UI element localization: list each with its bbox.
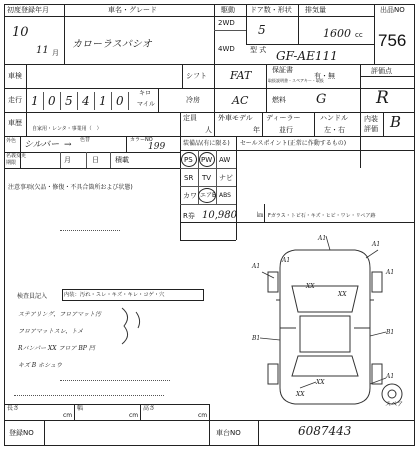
equip-item-navi: ナビ bbox=[219, 174, 233, 182]
dims-div-1 bbox=[74, 404, 75, 420]
fuel-value: G bbox=[316, 92, 327, 107]
score-header-line bbox=[360, 76, 415, 77]
mileage-cell-4 bbox=[94, 92, 95, 110]
ac-label: 冷房 bbox=[186, 96, 200, 104]
capacity-unit: 人 bbox=[205, 126, 212, 134]
color-row-line bbox=[4, 152, 180, 153]
drive-4wd: 4WD bbox=[218, 45, 235, 53]
history-label: 車歴 bbox=[8, 119, 22, 127]
period-month: 月 bbox=[64, 156, 71, 164]
exterior-label: 外色 bbox=[6, 138, 17, 144]
equip-item-sr: SR bbox=[184, 174, 194, 182]
dims-top bbox=[4, 404, 209, 405]
first-reg-year: 10 bbox=[12, 25, 29, 40]
notes-scribble-1 bbox=[60, 230, 120, 231]
inspector-line-3: Rバンパー XX フロア BP 凹 bbox=[18, 345, 95, 352]
equip-title: 装備品(有に限る) bbox=[183, 140, 230, 147]
doors-value: 5 bbox=[258, 23, 266, 37]
header-div-1 bbox=[64, 4, 65, 64]
equip-col-2 bbox=[216, 150, 217, 204]
row2-div-c bbox=[214, 64, 215, 112]
inspector-label: 検査員記入 bbox=[17, 293, 48, 300]
row4-div-e bbox=[314, 112, 315, 136]
row4-div-c bbox=[214, 112, 215, 136]
mileage-cell-1 bbox=[43, 92, 44, 110]
diag-mark-5: XX bbox=[306, 283, 315, 290]
row2-bottom bbox=[4, 88, 415, 89]
spare-label: スペア bbox=[385, 401, 404, 408]
equip-item-abs: ABS bbox=[219, 192, 231, 199]
car-name: カローラスパシオ bbox=[72, 39, 152, 50]
header-div-3 bbox=[246, 4, 247, 44]
row2-div-a bbox=[26, 64, 27, 88]
interior-div bbox=[383, 112, 384, 136]
diag-mark-8: XX bbox=[316, 379, 325, 386]
name-div-1 bbox=[60, 152, 61, 168]
score-label: 評価点 bbox=[371, 67, 392, 75]
color-change-label: 色替 bbox=[80, 137, 91, 143]
inspector-line-4: キズ B ホシュウ bbox=[18, 362, 62, 369]
equip-col-3 bbox=[236, 136, 237, 240]
shift-label: シフト bbox=[186, 72, 207, 80]
mileage-digit-2: 0 bbox=[48, 94, 56, 108]
car-diagram bbox=[240, 228, 410, 418]
chassis-label: 車台NO bbox=[216, 429, 241, 437]
handle-value: 左・右 bbox=[324, 126, 345, 134]
diag-mark-9: B1 bbox=[252, 335, 261, 342]
warranty-label: 保証書 bbox=[272, 66, 293, 74]
first-reg-label: 初度登録年月 bbox=[7, 6, 49, 14]
row3-bottom bbox=[4, 112, 360, 113]
row3-div-a bbox=[26, 88, 27, 112]
length-label: 長さ bbox=[7, 405, 20, 412]
row4-div-d bbox=[262, 112, 263, 136]
dims-div-2 bbox=[140, 404, 141, 420]
notes-scribble-3 bbox=[14, 395, 164, 396]
period-day: 日 bbox=[92, 156, 99, 164]
score-value: R bbox=[376, 88, 389, 108]
mileage-cell-5 bbox=[111, 92, 112, 110]
interior-mid-line bbox=[360, 112, 415, 113]
color-no-label: カラーNO bbox=[130, 137, 153, 143]
glass-note: Fガラス・トビ石・キズ・ヒビ・ワレ・リペア跡 bbox=[268, 213, 376, 219]
diag-mark-2: A1 bbox=[372, 241, 381, 248]
equip-airbag-circle bbox=[198, 188, 216, 203]
row3-div-c bbox=[158, 88, 159, 112]
first-reg-month: 11 bbox=[36, 45, 49, 56]
mileage-cell-3 bbox=[77, 92, 78, 110]
model-value: GF-AE111 bbox=[276, 49, 338, 63]
model-label: 型 式 bbox=[250, 46, 267, 54]
mileage-cell-2 bbox=[60, 92, 61, 110]
r-ticket-value: 10,980 bbox=[202, 210, 237, 221]
width-label: 幅 bbox=[77, 405, 84, 412]
r-ticket-label: R券 bbox=[183, 212, 195, 220]
shift-value: FAT bbox=[230, 69, 252, 82]
warranty-sub: 取扱説明書・スペアキー・取扱 bbox=[268, 78, 324, 83]
lot-number: 756 bbox=[378, 31, 407, 50]
fuel-label: 燃料 bbox=[272, 96, 286, 104]
color-div-c bbox=[180, 136, 181, 240]
header-model-line bbox=[246, 44, 374, 45]
equip-item-aw: AW bbox=[219, 156, 231, 164]
color-arrow: → bbox=[64, 140, 72, 150]
chassis-value: 6087443 bbox=[298, 424, 352, 438]
row3-div-b bbox=[266, 88, 267, 112]
handle-label: ハンドル bbox=[320, 114, 348, 122]
footer-div-2 bbox=[258, 420, 259, 446]
row4-bottom bbox=[4, 136, 415, 137]
cc-unit: cc bbox=[355, 31, 363, 39]
equip-item-leather: カワ bbox=[183, 192, 197, 200]
equip-ps-circle bbox=[181, 152, 197, 167]
km-bottom: マイル bbox=[137, 101, 155, 108]
footer-div-1 bbox=[44, 420, 45, 446]
mileage-label: 走行 bbox=[8, 96, 22, 104]
header-bottom-line bbox=[4, 64, 415, 65]
row4-div-a bbox=[26, 112, 27, 136]
diag-mark-11: XX bbox=[296, 391, 305, 398]
name-change-label: 名義変更 bbox=[6, 153, 27, 159]
period-label: 期限 bbox=[6, 160, 17, 166]
row2-div-b bbox=[182, 64, 183, 88]
diag-mark-3: A1 bbox=[252, 263, 261, 270]
equip-item-airbag: エアB bbox=[200, 192, 217, 199]
header-div-4 bbox=[298, 4, 299, 44]
mileage-digit-1: 1 bbox=[31, 94, 39, 108]
width-unit: cm bbox=[129, 412, 139, 419]
drive-label: 駆動 bbox=[221, 6, 235, 14]
displacement-label: 排気量 bbox=[305, 6, 326, 14]
diag-mark-7: A1 bbox=[282, 257, 291, 264]
interior-sub: 評価 bbox=[364, 125, 378, 133]
inspector-line-1: ステアリング、フロアマット汚 bbox=[18, 311, 102, 318]
ac-value: AC bbox=[232, 94, 249, 107]
dealer-label: ディーラー bbox=[266, 114, 301, 122]
equip-row-2 bbox=[180, 186, 236, 187]
inspector-brace bbox=[118, 306, 158, 346]
mileage-digit-5: 1 bbox=[99, 94, 107, 108]
equip-item-pw: PW bbox=[201, 156, 213, 164]
reg-no-label: 登録NO bbox=[9, 429, 34, 437]
diag-mark-12: A1 bbox=[386, 373, 395, 380]
warranty-value: 有・無 bbox=[314, 72, 335, 80]
equip-row-3 bbox=[180, 204, 236, 205]
interior-value: B bbox=[390, 113, 402, 131]
equip-row-1 bbox=[180, 168, 236, 169]
header-div-2 bbox=[214, 4, 215, 64]
color-div-a bbox=[20, 136, 21, 168]
mileage-digit-3: 5 bbox=[65, 94, 73, 108]
diag-mark-6: XX bbox=[338, 291, 347, 298]
equip-item-tv: TV bbox=[202, 174, 212, 182]
ext-model-label: 外車モデル bbox=[218, 114, 253, 122]
name-div-2 bbox=[86, 152, 87, 168]
length-unit: cm bbox=[63, 412, 73, 419]
diag-mark-4: A1 bbox=[386, 269, 395, 276]
r-ticket-unit: ㎞ bbox=[257, 212, 264, 219]
diag-mark-1: A1 bbox=[318, 235, 327, 242]
header-subrow-line bbox=[4, 16, 374, 17]
r-ticket-line bbox=[180, 222, 415, 223]
row2-div-d bbox=[266, 64, 267, 88]
ext-model-unit: 年 bbox=[253, 126, 260, 134]
mileage-digit-4: 4 bbox=[82, 94, 90, 108]
row4-div-b bbox=[180, 112, 181, 136]
color-no-value: 199 bbox=[148, 142, 166, 152]
lot-label: 出品NO bbox=[380, 6, 405, 14]
height-label: 高さ bbox=[143, 405, 156, 412]
equip-bottom bbox=[180, 240, 236, 241]
km-top: キロ bbox=[139, 90, 152, 97]
color-bottom bbox=[4, 168, 180, 169]
mileage-cell-6 bbox=[128, 92, 129, 110]
displacement-value: 1600 bbox=[323, 27, 351, 40]
exterior-value: シルバー bbox=[24, 140, 60, 150]
name-div-3 bbox=[110, 152, 111, 168]
name-grade-label: 車名・グレード bbox=[108, 6, 157, 14]
row2-div-e bbox=[360, 64, 361, 168]
month-unit: 月 bbox=[52, 49, 59, 57]
header-div-5 bbox=[374, 4, 375, 64]
inspector-categories: 内装：汚れ・スレ・キズ・キレ・コゲ・穴 bbox=[64, 292, 165, 298]
capacity-label: 定員 bbox=[183, 114, 197, 122]
diag-mark-10: B1 bbox=[386, 329, 395, 336]
height-unit: cm bbox=[198, 412, 208, 419]
r-ticket-div bbox=[264, 204, 265, 222]
history-options: 自家用・レンタ・事業用（ ） bbox=[32, 126, 102, 132]
color-div-b bbox=[126, 136, 127, 152]
door-label: ドア数・形状 bbox=[250, 6, 292, 14]
selling-points-label: セールスポイント(正常に作動するもの) bbox=[240, 140, 347, 147]
dealer-value: 並行 bbox=[279, 126, 293, 134]
inspector-line-2: フロアマットスレ、トメ bbox=[18, 328, 84, 335]
notes-label: 注意事項(欠品・修復・不具合箇所および状態) bbox=[8, 184, 133, 191]
equip-pw-circle bbox=[199, 152, 215, 167]
notes-scribble-2 bbox=[60, 380, 170, 381]
header-drive-line bbox=[214, 30, 246, 31]
interior-label: 内装 bbox=[364, 115, 378, 123]
drive-2wd: 2WD bbox=[218, 19, 235, 27]
dims-div-3 bbox=[209, 404, 210, 446]
mileage-digit-6: 0 bbox=[116, 94, 124, 108]
equip-item-ps: PS bbox=[184, 156, 193, 164]
inspection-label: 車検 bbox=[8, 72, 22, 80]
fixed-label: 積載 bbox=[115, 156, 129, 164]
